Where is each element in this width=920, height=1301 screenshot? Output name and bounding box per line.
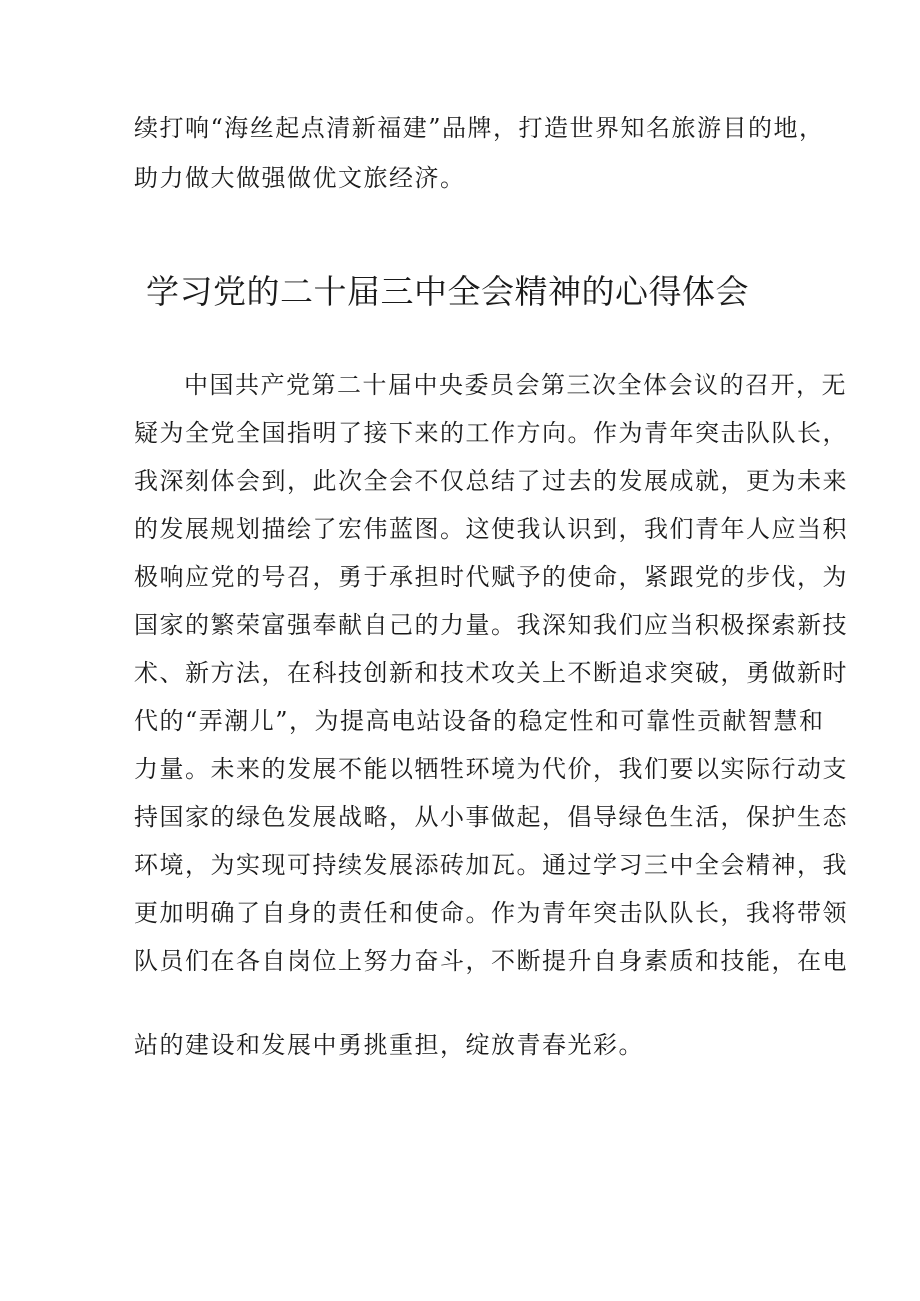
paragraph-line-8: 代的“弄潮儿”，为提高电站设备的稳定性和可靠性贡献智慧和 [134,707,825,735]
intro-line-1: 续打响“海丝起点清新福建”品牌，打造世界知名旅游目的地， [134,114,825,142]
paragraph-line-4: 的发展规划描绘了宏伟蓝图。这使我认识到，我们青年人应当积 [134,515,848,543]
paragraph-line-3: 我深刻体会到，此次全会不仅总结了过去的发展成就，更为未来 [134,467,848,495]
paragraph-line-9: 力量。未来的发展不能以牺牲环境为代价，我们要以实际行动支 [134,755,848,783]
paragraph-line-10: 持国家的绿色发展战略，从小事做起，倡导绿色生活，保护生态 [134,803,848,831]
intro-line-2: 助力做大做强做优文旅经济。 [134,164,466,192]
paragraph-line-2: 疑为全党全国指明了接下来的工作方向。作为青年突击队队长， [134,419,848,447]
paragraph-line-1: 中国共产党第二十届中央委员会第三次全体会议的召开，无 [184,371,847,399]
paragraph-line-11: 环境，为实现可持续发展添砖加瓦。通过学习三中全会精神，我 [134,851,848,879]
paragraph-line-14: 站的建设和发展中勇挑重担，绽放青春光彩。 [134,1031,644,1059]
paragraph-line-7: 术、新方法，在科技创新和技术攻关上不断追求突破，勇做新时 [134,659,848,687]
paragraph-line-12: 更加明确了自身的责任和使命。作为青年突击队队长，我将带领 [134,899,848,927]
paragraph-line-5: 极响应党的号召，勇于承担时代赋予的使命，紧跟党的步伐，为 [134,563,848,591]
paragraph-line-13: 队员们在各自岗位上努力奋斗，不断提升自身素质和技能，在电 [134,947,848,975]
article-title: 学习党的二十届三中全会精神的心得体会 [146,272,749,311]
paragraph-line-6: 国家的繁荣富强奉献自己的力量。我深知我们应当积极探索新技 [134,611,848,639]
